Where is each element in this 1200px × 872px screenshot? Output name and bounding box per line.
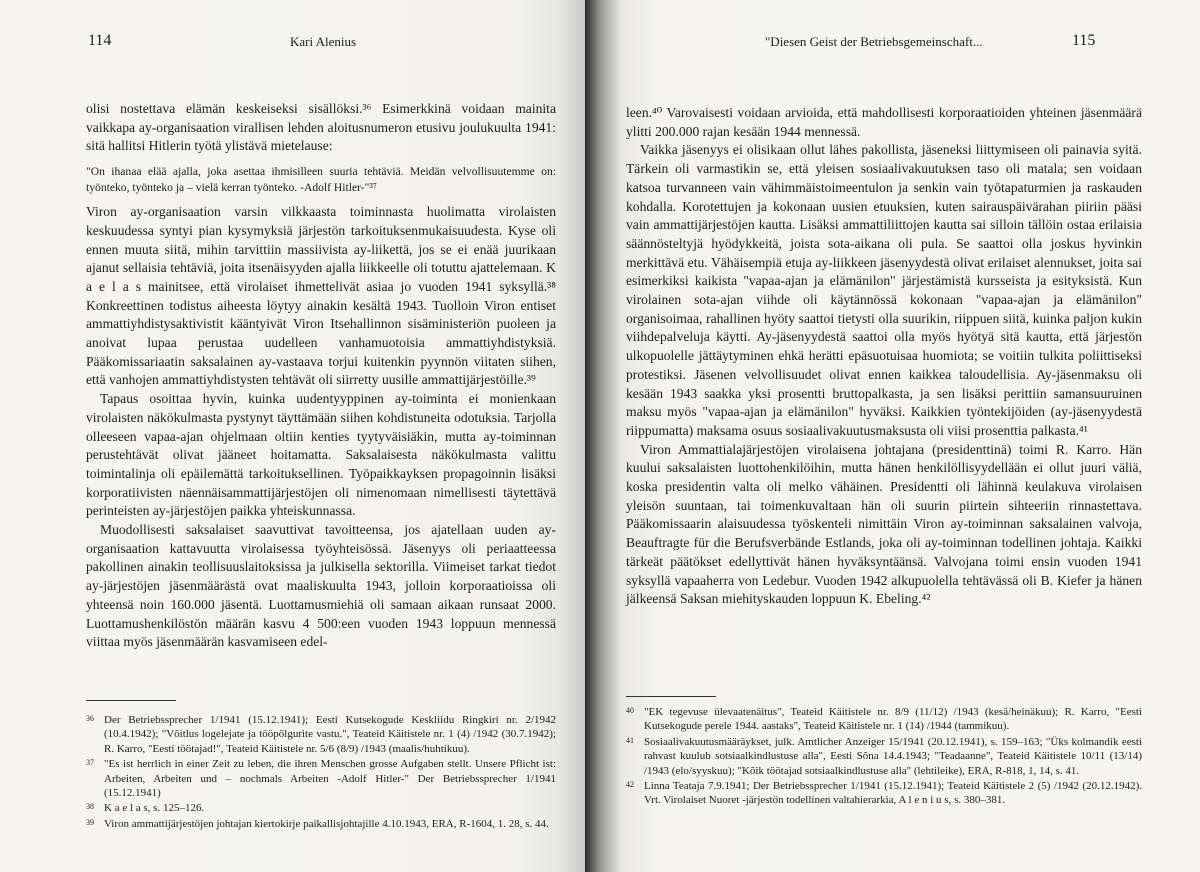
paragraph: Tapaus osoittaa hyvin, kuinka uudentyyppinen ay-toiminta ei monienkaan virolaisten näkökulmasta pystynyt täyttämään siihen kohdistuneita odotuksia. Tarjolla olleeseen vapaa-ajan ohjelmaan oltiin kenties tyytyväisiäkin, mutta ay-toiminnan perustehtävät olivat jääneet hoitamatta. Saksalaisesta näkökulmasta valittu toimintalinja oli epäilemättä tarkoituksellinen. Työpaikkayksen propagoinnin lisäksi korporatiivisten näennäisammattijärjestöjen oli nimenomaan nimellisesti täytettävä perinteisten ay-järjestöjen paikka yhteiskunnassa. <box>86 391 556 519</box>
block-quote: "On ihanaa elää ajalla, joka asettaa ihmisilleen suuria tehtäviä. Meidän velvollisuutemme on: työnteko, työnteko ja – vielä kerran työnteko. -Adolf Hitler-"³⁷ <box>86 165 556 194</box>
footnote <box>626 735 1142 778</box>
running-head: "Diesen Geist der Betriebsgemeinschaft... <box>765 34 983 49</box>
paragraph: olisi nostettava elämän keskeiseksi sisällöksi.³⁶ Esimerkkinä voidaan mainita vaikkapa ay-organisaation virallisen lehden aloitusnumeron etusivu joulukuulta 1941: sitä hallitsi Hitlerin työtä ylistävä mietelause: <box>86 101 556 154</box>
footnotes <box>626 705 1142 809</box>
page-number: 114 <box>88 32 112 49</box>
footnote-number: 42 <box>626 780 634 790</box>
left-page <box>0 0 585 872</box>
right-page <box>585 0 1200 872</box>
paragraph: leen.⁴⁰ Varovaisesti voidaan arvioida, että mahdollisesti korporaatioiden yhteinen jäsenmäärä ylitti 200.000 rajan kesään 1944 mennessä. <box>626 105 1142 139</box>
body-text <box>86 100 556 652</box>
body-text <box>626 104 1142 609</box>
footnote-text: Linna Teataja 7.9.1941; Der Betriebssprecher 1/1941 (15.12.1941); Teateid Käitistele 2 (5) /1942 (20.12.1942). Vrt. Virolaiset Nuoret -järjestön todellinen valtahierarkia, A l e n i u s, s. 380–381. <box>644 780 1142 807</box>
footnote-rule <box>626 696 716 697</box>
footnote-number: 37 <box>86 758 94 768</box>
paragraph: Viron Ammattialajärjestöjen virolaisena johtajana (presidenttinä) toimi R. Karro. Hän kuului saksalaisten luottohenkilöihin, mutta hänen henkilöllisyydellään ei ollut juuri väliä, koska presidentin valta oli melko vähäinen. Presidentti oli lähinnä keulakuva virolaisen yleisön suuntaan, tai toimenkuvaltaan hän oli suurin piirtein sihteeriin rinnastettava. Pääkomissaarin alaisuudessa työskenteli nimittäin Viron ay-toiminnan saksalainen valvoja, Beauftragte für die Berufsverbände Estlands, joka oli ay-toiminnan todellinen johtaja. Kaikki tärkeät päätökset edellyttivät hänen hyväksyntäänsä. Valvojana toimi ensin vuoden 1941 syksyllä vapaaherra von Ledebur. Vuoden 1942 alkupuolella tehtävässä oli B. Kiefer ja hänen jälkeensä Saksan miehityskauden loppuun K. Ebeling.⁴² <box>626 441 1142 607</box>
footnote-text: "Es ist herrlich in einer Zeit zu leben, die ihren Menschen grosse Aufgaben stellt. Unsere Pflicht ist: Arbeiten, Arbeiten und – nochmals Arbeiten -Adolf Hitler-" Der Betriebssprecher 1/1941 (15.12.1941) <box>104 758 556 800</box>
footnote-number: 36 <box>86 714 94 723</box>
footnote <box>86 817 556 831</box>
footnote-number: 39 <box>86 817 94 827</box>
footnote-text: Viron ammattijärjestöjen johtajan kiertokirje paikallisjohtajille 4.10.1943, ERA, R-1604, 1. 28, s. 44. <box>104 817 549 830</box>
footnote-text: K a e l a s, s. 125–126. <box>104 802 205 815</box>
footnote-number: 38 <box>86 802 94 812</box>
footnote-text: Sosiaalivakuutusmääräykset, julk. Amtlicher Anzeiger 15/1941 (20.12.1941), s. 159–163; "Üks kolmandik eesti rahvast kuulub sotsiaalkindlustuse alla", Eesti Sõna 14.4.1943; "Teadaanne", Teateid Käitistele 10/11 (13/14) /1943 (elo/syyskuu); "Kõik töötajad sotsiaalkindlustuse alla" (lehtileike), ERA, R-818, 1, 14, s. 41. <box>644 735 1142 777</box>
paragraph: Vaikka jäsenyys ei olisikaan ollut lähes pakollista, jäseneksi liittymiseen oli painavia syitä. Tärkein oli varmastikin se, että yleisen sosiaalivakuutuksen taso oli matala; sen voidaan katsoa turvanneen vain vähimmäistoimeentulon ja senkin vain työtapaturmien ja raskauden kohdalla. Korotettujen ja kokonaan uusien etuuksien, kuten sairauspäivärahan piiriin pääsi vain ammattijärjestöjen kautta. Lisäksi ammattiliittojen kautta sai silloin tällöin ostaa erilaisia säännösteltyjä hyödykkeitä, joista sota-aikana oli pula. Se saattoi olla joskus hyvinkin merkittävä etu. Vähäisempiä etuja ay-liikkeen jäsenyydestä olivat erilaiset alennukset, joita sai esimerkiksi kaikista "vapaa-ajan ja elämänilon" järjestämistä kursseista ja esityksistä. Kun virolainen sota-ajan viihde oli käytännössä kokonaan "vapaa-ajan ja elämänilon" organisoimaa, rahallinen hyöty saattoi tietysti olla suurikin, riippuen siitä, kuinka paljon kukin viihdepalveluja käytti. Ay-jäsenyydestä saattoi olla myös hyötyä sitä kautta, että järjestön ulkopuolelle jättäytyminen ehkä herätti epäsuotuisaa huomiota; se voitiin tulkita poliittiseksi protestiksi. Jäsenen velvollisuudet olivat ennen kaikkea taloudellisia. Ay-jäsenmaksu oli kesään 1943 saakka yksi prosentti bruttopalkasta, ja sen lisäksi perittiin samansuuruinen maksu myös "vapaa-ajan ja elämänilon" hyväksi. Kaikkien työntekijöiden (ay-jäsenyydestä riippumatta) maksama osuus sosiaalivakuutusmaksusta oli viisi prosenttia palkasta.⁴¹ <box>626 142 1142 438</box>
footnote-text: Der Betriebssprecher 1/1941 (15.12.1941); Eesti Kutsekogude Keskliidu Ringkiri nr. 2/1942 (10.4.1942); "Võitlus logelejate ja tööpõlgurite vastu.", Teateid Käitistele nr. 1 (4) /1942 (30.7.1942); R. Karro, "Eesti töötajad!", Teateid Käitistele nr. 5/6 (8/9) /1943 (maalis/huhtikuu). <box>104 714 556 755</box>
footnote <box>86 713 556 756</box>
footnote-number: 40 <box>626 706 634 715</box>
footnote <box>86 801 556 815</box>
footnote <box>626 705 1142 734</box>
footnote <box>86 757 556 800</box>
footnotes <box>86 713 556 832</box>
footnote <box>626 779 1142 808</box>
paragraph: Viron ay-organisaation varsin vilkkaasta toiminnasta huolimatta virolaisten keskuudessa syntyi pian kysymyksiä järjestön tarkoituksenmukaisuudesta. Kyse oli ennen muuta siitä, mihin tarvittiin massiivista ay-liikettä, jos se ei enää juurikaan ajanut sellaisia tehtäviä, joita itsenäisyyden ajalla liikkeelle oli totuttu ajattelemaan. K a e l a s mainitsee, että virolaiset ihmettelivät asiaa jo vuoden 1941 syksyllä.³⁸ Konkreettinen todistus aiheesta löytyy ainakin kesältä 1943. Tuolloin Viron entiset ammattiyhdistysaktivistit kääntyivät Viron Itsehallinnon sisäministeriön puoleen ja anoivat lupaa perustaa uudelleen vanhamuotoisia ammattiyhdistyksiä. Pääkomissariaatin saksalainen ay-vastaava torjui kuitenkin pyynnön viitaten siihen, että vanhojen ammattiyhdistysten tehtävät oli siirretty uusille ammattijärjestöille.³⁹ <box>86 204 556 388</box>
paragraph: Muodollisesti saksalaiset saavuttivat tavoitteensa, jos ajatellaan uuden ay-organisaation kattavuutta virolaisessa työyhteisössä. Jäsenyys oli periaatteessa pakollinen ainakin teollisuuslaitoksissa ja julkisella sektorilla. Viimeiset tarkat tiedot ay-järjestöjen jäsenmäärästä ovat maaliskuulta 1943, jolloin korporaatioissa oli yhteensä noin 160.000 jäsentä. Luottamusmiehiä oli samaan aikaan runsaat 2000. Luottamushenkilöstön määrän kasvu 4 500:een vuoden 1943 loppuun mennessä viittaa myös jäsenmäärän kasvamiseen edel- <box>86 522 556 650</box>
footnote-rule <box>86 700 176 701</box>
footnote-text: "EK tegevuse ülevaatenäitus", Teateid Käitistele nr. 8/9 (11/12) /1943 (kesä/heinäkuu); R. Karro, "Eesti Kutsekogude perele 1944. aastaks", Teateid Käitistele nr. 1 (14) /1944 (tammikuu). <box>644 706 1142 733</box>
page-number: 115 <box>1072 32 1096 49</box>
running-head: Kari Alenius <box>290 34 357 49</box>
footnote-number: 41 <box>626 735 634 745</box>
